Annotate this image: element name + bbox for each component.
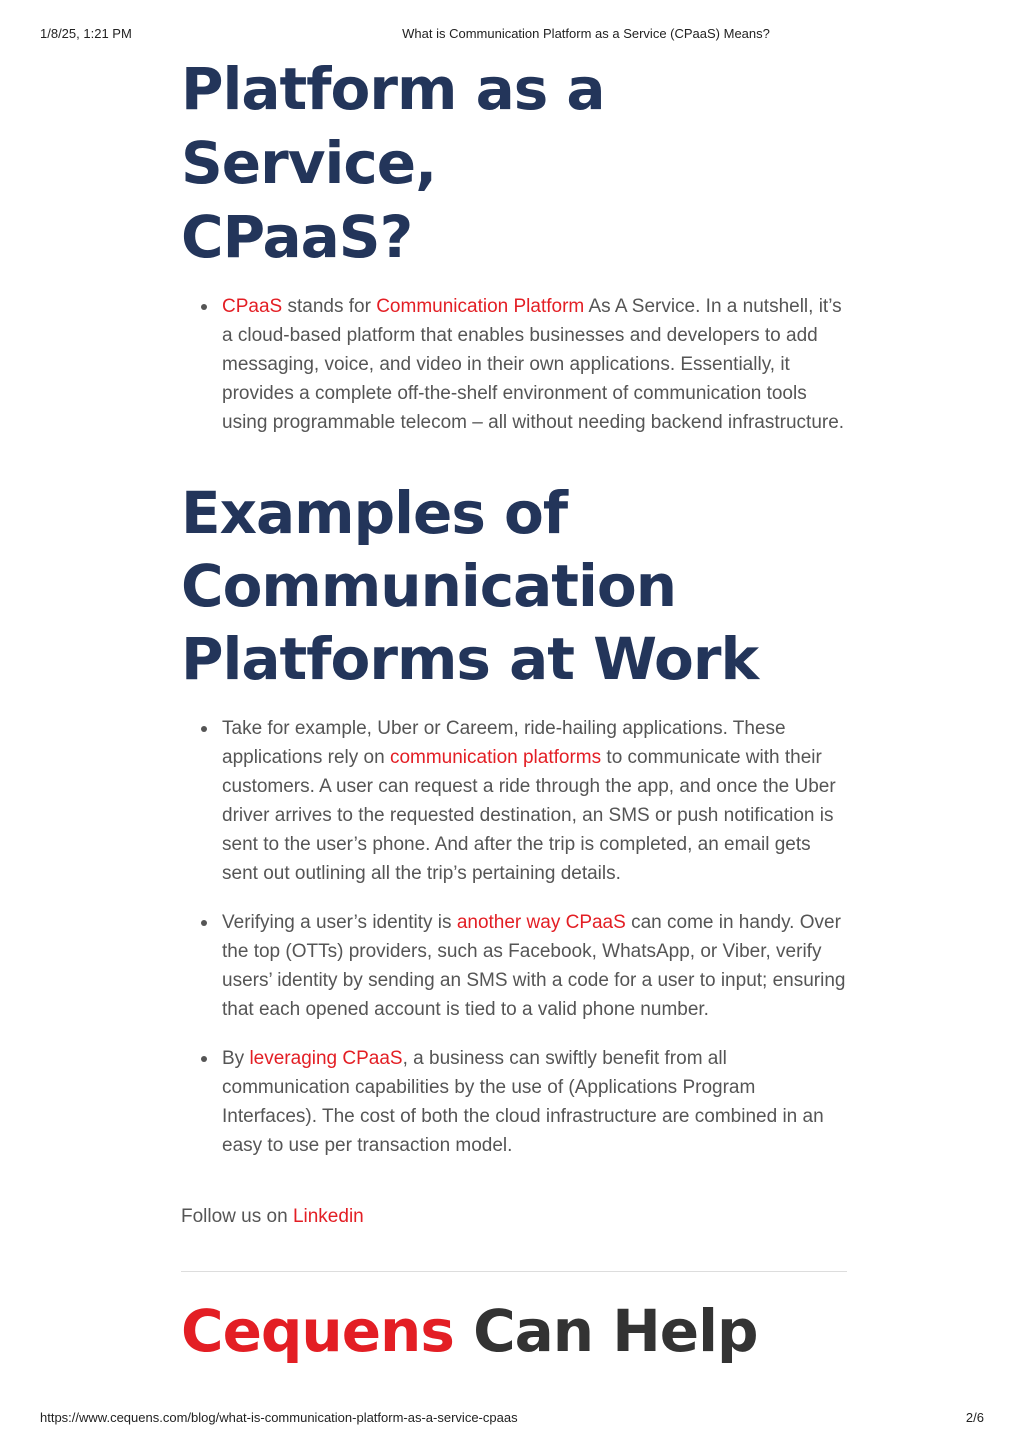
list-item bbox=[181, 908, 847, 1024]
paragraph-text: can come in handy. Over the top (OTTs) providers, such as Facebook, WhatsApp, or Viber, verify users’ identity by sending an SMS with a code for a user to input; ensuring that each opened account is tied to a valid phone number. bbox=[222, 912, 846, 1020]
heading-line: Platforms at Work bbox=[181, 625, 759, 693]
another-way-cpaas-link[interactable]: another way CPaaS bbox=[456, 912, 626, 933]
linkedin-link[interactable]: Linkedin bbox=[292, 1206, 364, 1227]
heading-what-is-cpaas bbox=[181, 52, 847, 274]
print-header bbox=[0, 26, 1024, 42]
communication-platforms-link[interactable]: communication platforms bbox=[389, 747, 602, 768]
follow-text: Follow us on bbox=[181, 1206, 293, 1227]
paragraph-text: to communicate with their customers. A user can request a ride through the app, and once the Uber driver arrives to the requested destination, an SMS or push notification is sent to the user’s phone. And after the trip is completed, an email gets sent out outlining all the trip’s pertaining details. bbox=[222, 747, 836, 884]
follow-us bbox=[181, 1202, 847, 1231]
list-item bbox=[181, 292, 847, 437]
divider bbox=[181, 1271, 847, 1272]
paragraph-text: As A Service. In a nutshell, it’s a cloud-based platform that enables businesses and developers to add messaging, voice, and video in their own applications. Essentially, it provides a complete off-the-shelf environment of communication tools using programmable telecom – all without needing backend infrastructure. bbox=[222, 296, 845, 433]
heading-rest: Can Help bbox=[453, 1297, 758, 1365]
heading-line: Examples of bbox=[181, 479, 568, 547]
paragraph-text: , a business can swiftly benefit from all communication capabilities by the use of (Applications Program Interfaces). The cost of both the cloud infrastructure are combined in an easy to use per transaction model. bbox=[222, 1048, 824, 1156]
print-page-title: What is Communication Platform as a Service (CPaaS) Means? bbox=[402, 26, 770, 41]
print-page-number: 2/6 bbox=[965, 1410, 984, 1425]
list-item bbox=[181, 1044, 847, 1160]
cpaas-link[interactable]: CPaaS bbox=[222, 296, 283, 317]
article-content bbox=[181, 52, 847, 1368]
print-datetime: 1/8/25, 1:21 PM bbox=[40, 26, 132, 41]
communication-platform-link[interactable]: Communication Platform bbox=[376, 296, 585, 317]
examples-list bbox=[181, 714, 847, 1160]
paragraph-text: By bbox=[222, 1048, 250, 1069]
heading-line: CPaaS? bbox=[181, 203, 413, 271]
heading-line: Communication bbox=[181, 552, 677, 620]
paragraph-text: Take for example, Uber or Careem, ride-hailing applications. These applications rely on bbox=[222, 718, 786, 768]
list-item bbox=[181, 714, 847, 888]
print-footer bbox=[0, 1410, 1024, 1426]
paragraph-text: Verifying a user’s identity is bbox=[222, 912, 457, 933]
paragraph-text: stands for bbox=[282, 296, 377, 317]
heading-cequens-can-help bbox=[181, 1294, 847, 1368]
definition-list bbox=[181, 292, 847, 437]
print-url: https://www.cequens.com/blog/what-is-communication-platform-as-a-service-cpaas bbox=[40, 1410, 518, 1425]
brand-name: Cequens bbox=[181, 1297, 454, 1365]
heading-line: Platform as a Service, bbox=[181, 55, 605, 197]
heading-examples bbox=[181, 477, 847, 696]
leveraging-cpaas-link[interactable]: leveraging CPaaS bbox=[249, 1048, 403, 1069]
